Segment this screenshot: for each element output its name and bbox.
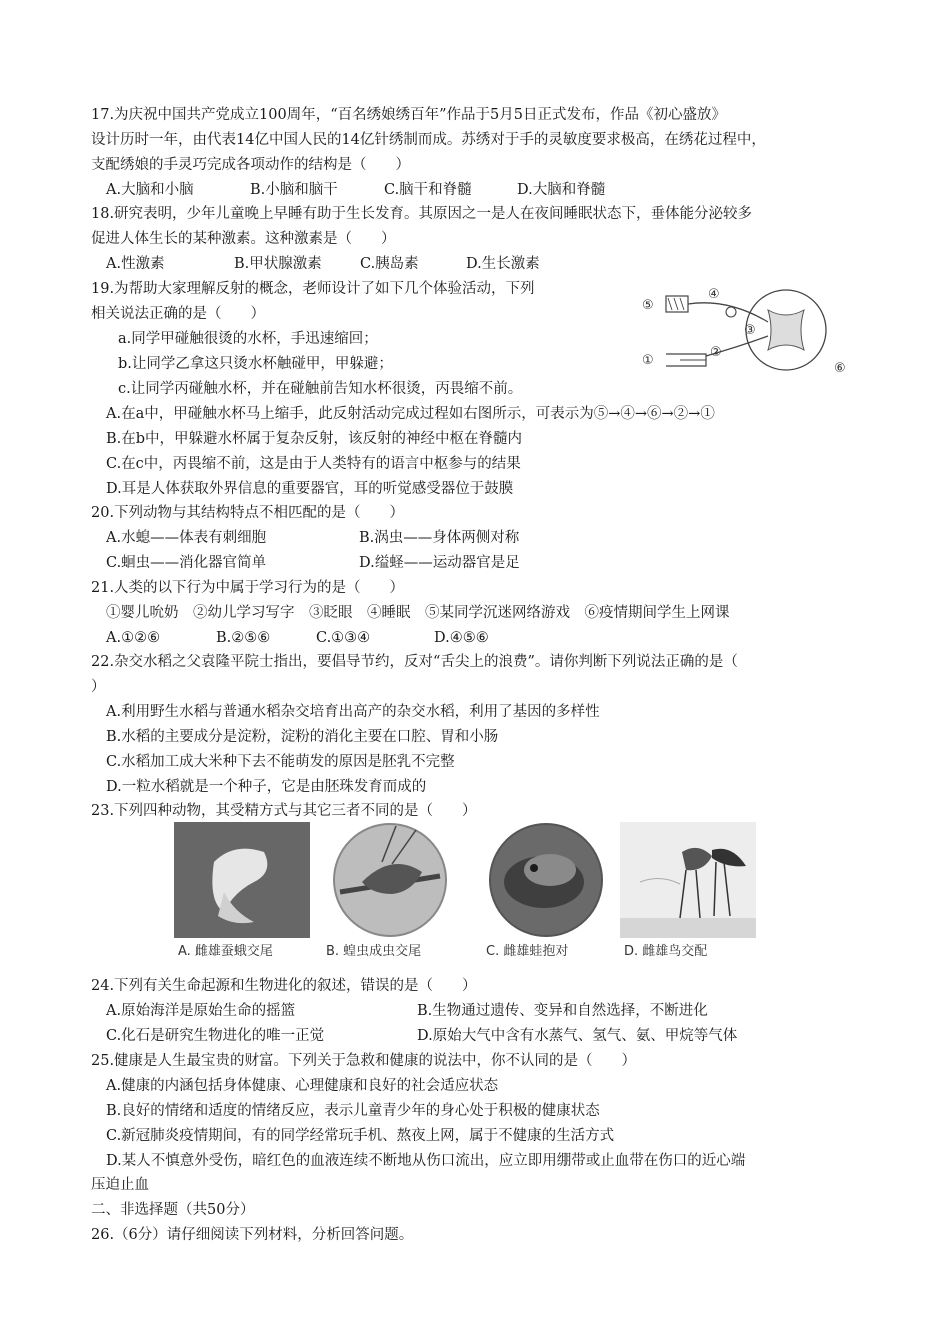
q25-stem: 25.健康是人生最宝贵的财富。下列关于急救和健康的说法中，你不认同的是（ ） (91, 1053, 637, 1069)
label-3: ③ (744, 323, 756, 338)
q19-stem-line2: 相关说法正确的是（ ） (91, 306, 265, 322)
q18-stem-line1: 18.研究表明，少年儿童晚上早睡有助于生长发育。其原因之一是人在夜间睡眠状态下，垂体能分泌较多 (91, 206, 753, 222)
q24-option-b: B.生物通过遗传、变异和自然选择，不断进化 (417, 1003, 708, 1019)
ganglion (726, 307, 736, 317)
q25-option-d-line2: 压迫止血 (91, 1177, 149, 1193)
q19-activity-b: b.让同学乙拿这只烫水杯触碰甲，甲躲避； (118, 356, 393, 372)
section-heading: 二、非选择题（共50分） (91, 1202, 255, 1218)
label-6: ⑥ (834, 361, 846, 376)
q25-option-d-line1: D.某人不慎意外受伤，暗红色的血液连续不断地从伤口流出，应立即用绷带或止血带在伤口的近心端 (106, 1153, 746, 1169)
q22-stem-line1: 22.杂交水稻之父袁隆平院士指出，要倡导节约，反对“舌尖上的浪费”。请你判断下列说法正确的是（ (91, 654, 738, 670)
q24-option-c: C.化石是研究生物进化的唯一正觉 (106, 1028, 325, 1044)
q20-option-d: D.缢蛏——运动器官是足 (359, 555, 520, 571)
q24-stem: 24.下列有关生命起源和生物进化的叙述，错误的是（ ） (91, 978, 477, 994)
q25-option-b: B.良好的情绪和适度的情绪反应，表示儿童青少年的身心处于积极的健康状态 (106, 1103, 600, 1119)
q20-stem: 20.下列动物与其结构特点不相匹配的是（ ） (91, 505, 405, 521)
efferent-nerve (688, 303, 768, 322)
q23-stem: 23.下列四种动物，其受精方式与其它三者不同的是（ ） (91, 803, 477, 819)
q20-option-a: A.水螅——体表有刺细胞 (106, 530, 267, 546)
q20-option-b: B.涡虫——身体两侧对称 (359, 530, 520, 546)
label-1: ① (642, 353, 654, 368)
q17-stem-line3: 支配绣娘的手灵巧完成各项动作的结构是（ ） (91, 157, 410, 173)
q25-option-a: A.健康的内涵包括身体健康、心理健康和良好的社会适应状态 (106, 1078, 499, 1094)
q19-option-c: C.在c中，丙畏缩不前，这是由于人类特有的语言中枢参与的结果 (106, 456, 521, 472)
q18-option-d: D.生长激素 (466, 256, 540, 272)
photo-silkworm-moths (174, 822, 310, 938)
q22-option-c: C.水稻加工成大米种下去不能萌发的原因是胚乳不完整 (106, 754, 455, 770)
q24-option-d: D.原始大气中含有水蒸气、氢气、氨、甲烷等气体 (417, 1028, 738, 1044)
q18-stem-line2: 促进人体生长的某种激素。这种激素是（ ） (91, 231, 396, 247)
q18-option-a: A.性激素 (106, 256, 165, 272)
caption-a: A. 雌雄蚕蛾交尾 (178, 944, 273, 959)
q26-stem: 26.（6分）请仔细阅读下列材料，分析回答问题。 (91, 1227, 414, 1243)
caption-c: C. 雌雄蛙抱对 (486, 944, 569, 959)
q22-option-d: D.一粒水稻就是一个种子，它是由胚珠发育而成的 (106, 779, 427, 795)
q24-option-a: A.原始海洋是原始生命的摇篮 (106, 1003, 296, 1019)
photo-locusts (322, 822, 458, 938)
q21-option-d: D.④⑤⑥ (434, 630, 489, 646)
q17-stem-line1: 17.为庆祝中国共产党成立100周年，“百名绣娘绣百年”作品于5月5日正式发布，作品《初心盛放》 (91, 107, 727, 123)
q19-activity-c: c.让同学丙碰触水杯，并在碰触前告知水杯很烫，丙畏缩不前。 (118, 381, 523, 397)
caption-d: D. 雌雄鸟交配 (624, 944, 708, 959)
q22-stem-line2: ） (91, 679, 106, 695)
q17-option-d: D.大脑和脊髓 (517, 182, 606, 198)
q17-stem-line2: 设计历时一年，由代表14亿中国人民的14亿针绣制而成。苏绣对于手的灵敏度要求极高，在绣花过程中， (91, 132, 766, 148)
q19-stem-line1: 19.为帮助大家理解反射的概念，老师设计了如下几个体验活动，下列 (91, 281, 535, 297)
q17-option-b: B.小脑和脑干 (250, 182, 338, 198)
effector-muscle (666, 296, 688, 312)
q21-option-c: C.①③④ (316, 630, 371, 646)
q19-option-a: A.在a中，甲碰触水杯马上缩手，此反射活动完成过程如右图所示，可表示为⑤→④→⑥→②→① (106, 406, 715, 422)
photo-birds (620, 822, 756, 938)
label-5: ⑤ (642, 298, 654, 313)
q18-option-c: C.胰岛素 (360, 256, 419, 272)
caption-b: B. 蝗虫成虫交尾 (326, 944, 422, 959)
label-4: ④ (708, 287, 720, 302)
q17-option-a: A.大脑和小脑 (106, 182, 194, 198)
q22-option-a: A.利用野生水稻与普通水稻杂交培育出高产的杂交水稻，利用了基因的多样性 (106, 704, 600, 720)
q19-option-d: D.耳是人体获取外界信息的重要器官，耳的听觉感受器位于鼓膜 (106, 481, 514, 497)
q20-option-c: C.蛔虫——消化器官简单 (106, 555, 267, 571)
q22-option-b: B.水稻的主要成分是淀粉，淀粉的消化主要在口腔、胃和小肠 (106, 729, 499, 745)
q19-activity-a: a.同学甲碰触很烫的水杯，手迅速缩回； (118, 331, 378, 347)
reflex-arc-diagram (636, 284, 852, 384)
q21-stem: 21.人类的以下行为中属于学习行为的是（ ） (91, 580, 405, 596)
q19-option-b: B.在b中，甲躲避水杯属于复杂反射，该反射的神经中枢在脊髓内 (106, 431, 523, 447)
q18-option-b: B.甲状腺激素 (234, 256, 322, 272)
q21-items: ①婴儿吮奶 ②幼儿学习写字 ③眨眼 ④睡眠 ⑤某同学沉迷网络游戏 ⑥疫情期间学生上网课 (106, 605, 730, 621)
q25-option-c: C.新冠肺炎疫情期间，有的同学经常玩手机、熬夜上网，属于不健康的生活方式 (106, 1128, 615, 1144)
label-2: ② (710, 345, 722, 360)
photo-frogs (478, 822, 614, 938)
q21-option-a: A.①②⑥ (106, 630, 161, 646)
q21-option-b: B.②⑤⑥ (216, 630, 271, 646)
q17-option-c: C.脑干和脊髓 (384, 182, 472, 198)
gray-matter (768, 310, 804, 350)
